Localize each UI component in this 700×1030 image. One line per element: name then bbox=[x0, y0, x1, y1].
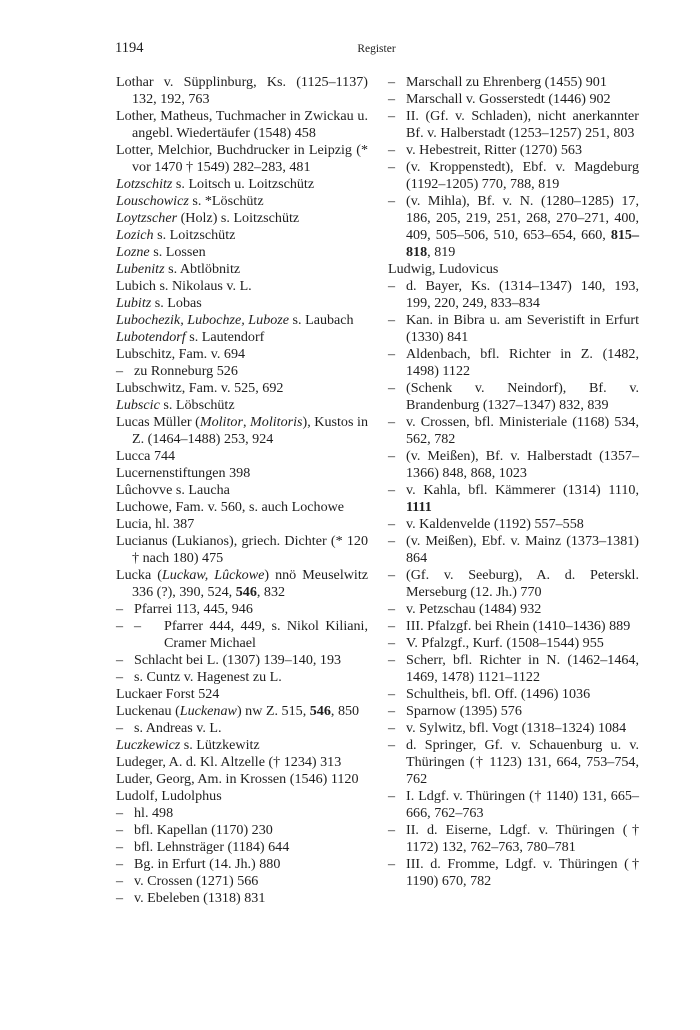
bold-page-ref: 815–818 bbox=[406, 227, 639, 260]
subentry-dash: – bbox=[116, 363, 124, 379]
index-entry bbox=[116, 346, 368, 363]
index-entry bbox=[116, 329, 368, 346]
index-entry bbox=[116, 380, 368, 397]
subentry-dash: – bbox=[388, 312, 396, 328]
entry-text: Lucca 744 bbox=[116, 448, 176, 464]
index-entry bbox=[116, 465, 368, 482]
subentry-dash: – bbox=[388, 567, 396, 583]
index-entry bbox=[116, 227, 368, 244]
entry-text: Luder, Georg, Am. in Krossen (1546) 1120 bbox=[116, 771, 359, 787]
entry-text: Luckenau ( bbox=[116, 703, 180, 719]
index-subentry bbox=[116, 669, 368, 686]
index-subentry bbox=[388, 278, 639, 312]
index-entry bbox=[116, 703, 368, 720]
index-subentry bbox=[388, 635, 639, 652]
subentry-dash: – bbox=[388, 516, 396, 532]
index-subentry bbox=[388, 108, 639, 142]
entry-text: Ludeger, A. d. Kl. Altzelle († 1234) 313 bbox=[116, 754, 342, 770]
entry-text: Scherr, bfl. Richter in N. (1462–1464, 1469, 1478) 1121–1122 bbox=[406, 652, 639, 685]
entry-text: Lucka ( bbox=[116, 567, 162, 583]
subentry-dash: – bbox=[116, 839, 124, 855]
index-entry bbox=[116, 754, 368, 771]
variant-name: Molitor bbox=[199, 414, 243, 430]
entry-text: s. Abtlöbnitz bbox=[164, 261, 241, 277]
subentry-dash: – bbox=[388, 278, 396, 294]
index-subentry bbox=[388, 652, 639, 686]
entry-text: (v. Mihla), Bf. v. N. (1280–1285) 17, 186, 205, 219, 251, 268, 270–271, 400, 409, 505–506, 510, 653–654, 660, bbox=[406, 193, 639, 243]
index-subentry bbox=[116, 839, 368, 856]
variant-name: Lubotendorf bbox=[116, 329, 186, 345]
subentry-dash: – bbox=[388, 601, 396, 617]
entry-text: s. Lützkewitz bbox=[180, 737, 260, 753]
index-entry bbox=[116, 516, 368, 533]
entry-text: , bbox=[242, 414, 251, 430]
entry-text: I. Ldgf. v. Thüringen († 1140) 131, 665–666, 762–763 bbox=[406, 788, 639, 821]
entry-text: (v. Meißen), Ebf. v. Mainz (1373–1381) 864 bbox=[406, 533, 639, 566]
index-entry bbox=[116, 414, 368, 448]
variant-name: Loytzscher bbox=[116, 210, 178, 226]
index-subentry bbox=[388, 737, 639, 788]
page-number: 1194 bbox=[115, 40, 144, 56]
entry-text: (v. Meißen), Bf. v. Halberstadt (1357–1366) 848, 868, 1023 bbox=[406, 448, 639, 481]
entry-text: v. Kaldenvelde (1192) 557–558 bbox=[406, 516, 584, 532]
index-subentry bbox=[116, 720, 368, 737]
entry-text: v. Hebestreit, Ritter (1270) 563 bbox=[406, 142, 582, 158]
index-subentry bbox=[388, 788, 639, 822]
index-entry bbox=[116, 533, 368, 567]
subentry-dash: – bbox=[388, 635, 396, 651]
subentry-dash: – bbox=[388, 652, 396, 668]
entry-text: Sparnow (1395) 576 bbox=[406, 703, 522, 719]
entry-text: (Schenk v. Neindorf), Bf. v. Brandenburg (1327–1347) 832, 839 bbox=[406, 380, 639, 413]
entry-text: Lotter, Melchior, Buchdrucker in Leipzig (* vor 1470 † 1549) 282–283, 481 bbox=[116, 142, 368, 175]
index-subentry bbox=[388, 74, 639, 91]
entry-text: II. d. Eiserne, Ldgf. v. Thüringen († 1172) 132, 762–763, 780–781 bbox=[406, 822, 639, 855]
index-entry bbox=[116, 686, 368, 703]
entry-text: s. Loitsch u. Loitzschütz bbox=[172, 176, 315, 192]
index-subentry bbox=[388, 516, 639, 533]
entry-text: s. Laubach bbox=[289, 312, 354, 328]
subentry-dash: – bbox=[388, 618, 396, 634]
index-subentry bbox=[116, 363, 368, 380]
entry-text: II. (Gf. v. Schladen), nicht anerkannter Bf. v. Halberstadt (1253–1257) 251, 803 bbox=[406, 108, 639, 141]
index-subentry bbox=[116, 822, 368, 839]
entry-text: , 850 bbox=[330, 703, 360, 719]
variant-name: Lubenitz bbox=[116, 261, 165, 277]
index-subentry bbox=[116, 805, 368, 822]
entry-text: , 832 bbox=[256, 584, 286, 600]
index-subentry bbox=[388, 618, 639, 635]
entry-text: Lubschwitz, Fam. v. 525, 692 bbox=[116, 380, 284, 396]
entry-text: Bg. in Erfurt (14. Jh.) 880 bbox=[134, 856, 281, 872]
entry-text: v. Kahla, bfl. Kämmerer (1314) 1110, bbox=[406, 482, 639, 498]
index-entry bbox=[116, 771, 368, 788]
subentry-dash: – bbox=[116, 822, 124, 838]
subentry-dash: – bbox=[388, 448, 396, 464]
index-entry bbox=[116, 397, 368, 414]
subentry-dash: – bbox=[116, 856, 124, 872]
index-entry bbox=[116, 108, 368, 142]
index-entry bbox=[116, 448, 368, 465]
entry-text: V. Pfalzgf., Kurf. (1508–1544) 955 bbox=[406, 635, 604, 651]
variant-name: Lotzschitz bbox=[116, 176, 173, 192]
entry-text: v. Petzschau (1484) 932 bbox=[406, 601, 542, 617]
entry-text: v. Sylwitz, bfl. Vogt (1318–1324) 1084 bbox=[406, 720, 627, 736]
entry-text: (Gf. v. Seeburg), A. d. Peterskl. Merseburg (12. Jh.) 770 bbox=[406, 567, 639, 600]
subentry-dash: – bbox=[116, 652, 124, 668]
subentry-dash: – bbox=[388, 91, 396, 107]
index-entry bbox=[116, 788, 368, 805]
entry-text: s. Lobas bbox=[151, 295, 202, 311]
index-entry bbox=[116, 482, 368, 499]
index-entry bbox=[116, 210, 368, 227]
entry-text: d. Springer, Gf. v. Schauenburg u. v. Thüringen († 1123) 131, 664, 753–754, 762 bbox=[406, 737, 639, 787]
entry-text: Pfarrei 113, 445, 946 bbox=[134, 601, 253, 617]
index-entry bbox=[116, 295, 368, 312]
index-subentry bbox=[388, 822, 639, 856]
entry-text: , 819 bbox=[427, 244, 456, 260]
index-subentry bbox=[116, 652, 368, 669]
index-subentry bbox=[388, 703, 639, 720]
index-entry bbox=[116, 74, 368, 108]
index-subentry bbox=[388, 159, 639, 193]
index-subentry bbox=[116, 890, 368, 907]
subentry-dash: – bbox=[116, 720, 124, 736]
entry-text: Lucianus (Lukianos), griech. Dichter (* 120 † nach 180) 475 bbox=[116, 533, 368, 566]
subentry-dash: – bbox=[116, 669, 124, 685]
page-header bbox=[115, 40, 638, 62]
entry-text: s. Lautendorf bbox=[185, 329, 265, 345]
index-subentry bbox=[388, 601, 639, 618]
entry-text: Kan. in Bibra u. am Severistift in Erfurt (1330) 841 bbox=[406, 312, 639, 345]
index-subentry bbox=[388, 533, 639, 567]
subentry-dash: – bbox=[388, 737, 396, 753]
subentry-dash: – bbox=[388, 686, 396, 702]
entry-text: bfl. Lehnsträger (1184) 644 bbox=[134, 839, 290, 855]
subentry-dash: – bbox=[388, 703, 396, 719]
subentry-dash: – bbox=[388, 788, 396, 804]
index-subentry bbox=[388, 720, 639, 737]
subentry-dash: – bbox=[388, 142, 396, 158]
entry-text: Lucas Müller ( bbox=[116, 414, 200, 430]
index-subentry bbox=[388, 312, 639, 346]
entry-text: Schlacht bei L. (1307) 139–140, 193 bbox=[134, 652, 342, 668]
index-entry bbox=[116, 737, 368, 754]
index-subentry bbox=[388, 448, 639, 482]
subentry-dash: – bbox=[116, 601, 124, 617]
entry-text: Lothar v. Süpplinburg, Ks. (1125–1137) 132, 192, 763 bbox=[116, 74, 368, 107]
subentry-dash: – bbox=[388, 533, 396, 549]
index-entry bbox=[116, 312, 368, 329]
index-subentry bbox=[116, 618, 368, 652]
entry-text: d. Bayer, Ks. (1314–1347) 140, 193, 199, 220, 249, 833–834 bbox=[406, 278, 639, 311]
variant-name: Lozne bbox=[116, 244, 150, 260]
entry-text: ), Kustos in Z. (1464–1488) 253, 924 bbox=[132, 414, 368, 447]
subentry-dash: – bbox=[388, 822, 396, 838]
entry-text: Ludwig, Ludovicus bbox=[388, 261, 499, 277]
variant-name: Lubochezik, Lubochze, Luboze bbox=[116, 312, 290, 328]
entry-text: v. Crossen, bfl. Ministeriale (1168) 534, 562, 782 bbox=[406, 414, 639, 447]
entry-text: v. Crossen (1271) 566 bbox=[134, 873, 259, 889]
entry-text: Lother, Matheus, Tuchmacher in Zwickau u. angebl. Wiedertäufer (1548) 458 bbox=[116, 108, 368, 141]
variant-name: Luckaw, Lûckowe bbox=[161, 567, 265, 583]
subentry-dash: – bbox=[388, 193, 396, 209]
running-head: Register bbox=[357, 43, 396, 55]
entry-text: Marschall zu Ehrenberg (1455) 901 bbox=[406, 74, 607, 90]
index-subentry bbox=[116, 856, 368, 873]
subentry-dash: – bbox=[388, 108, 396, 124]
index-entry bbox=[116, 193, 368, 210]
subentry-dash: – bbox=[116, 873, 124, 889]
variant-name: Lubscic bbox=[116, 397, 160, 413]
entry-text: s. Cuntz v. Hagenest zu L. bbox=[134, 669, 282, 685]
index-column-left bbox=[116, 74, 368, 907]
subentry-dash: – bbox=[388, 720, 396, 736]
entry-text: (v. Kroppenstedt), Ebf. v. Magdeburg (1192–1205) 770, 788, 819 bbox=[406, 159, 639, 192]
subentry-dash: – bbox=[388, 414, 396, 430]
entry-text: Schultheis, bfl. Off. (1496) 1036 bbox=[406, 686, 591, 702]
entry-text: (Holz) s. Loitzschütz bbox=[177, 210, 300, 226]
index-entry bbox=[116, 278, 368, 295]
index-subentry bbox=[116, 873, 368, 890]
entry-text: v. Ebeleben (1318) 831 bbox=[134, 890, 266, 906]
entry-text: s. Loitzschütz bbox=[153, 227, 236, 243]
index-column-right bbox=[388, 74, 639, 890]
index-subentry bbox=[116, 601, 368, 618]
variant-name: Molitoris bbox=[250, 414, 303, 430]
bold-page-ref: 546 bbox=[309, 703, 331, 719]
variant-name: Luckenaw bbox=[179, 703, 237, 719]
variant-name: Lubitz bbox=[116, 295, 152, 311]
entry-text: Lucia, hl. 387 bbox=[116, 516, 195, 532]
entry-text: Lubschitz, Fam. v. 694 bbox=[116, 346, 246, 362]
entry-text: Pfarrer 444, 449, s. Nikol Kiliani, Cramer Michael bbox=[164, 618, 368, 651]
bold-page-ref: 1111 bbox=[406, 499, 432, 515]
index-subentry bbox=[388, 91, 639, 108]
index-subentry bbox=[388, 414, 639, 448]
subentry-dash: – bbox=[134, 618, 142, 634]
index-entry bbox=[116, 176, 368, 193]
subentry-dash: – bbox=[116, 890, 124, 906]
subentry-dash: – bbox=[388, 856, 396, 872]
subentry-dash: – bbox=[388, 159, 396, 175]
index-entry bbox=[116, 261, 368, 278]
entry-text: III. d. Fromme, Ldgf. v. Thüringen († 1190) 670, 782 bbox=[406, 856, 639, 889]
entry-text: zu Ronneburg 526 bbox=[134, 363, 238, 379]
entry-text: Lubich s. Nikolaus v. L. bbox=[116, 278, 252, 294]
index-subentry bbox=[388, 686, 639, 703]
variant-name: Luczkewicz bbox=[116, 737, 181, 753]
variant-name: Louschowicz bbox=[116, 193, 189, 209]
entry-text: s. *Löschütz bbox=[188, 193, 264, 209]
index-subentry bbox=[388, 193, 639, 261]
subentry-dash: – bbox=[116, 618, 124, 634]
entry-text: Ludolf, Ludolphus bbox=[116, 788, 222, 804]
entry-text: s. Andreas v. L. bbox=[134, 720, 222, 736]
variant-name: Lozich bbox=[116, 227, 154, 243]
entry-text: s. Lossen bbox=[149, 244, 206, 260]
entry-text: Lucernenstiftungen 398 bbox=[116, 465, 251, 481]
index-subentry bbox=[388, 346, 639, 380]
subentry-dash: – bbox=[116, 805, 124, 821]
subentry-dash: – bbox=[388, 346, 396, 362]
index-entry bbox=[116, 499, 368, 516]
index-entry bbox=[388, 261, 639, 278]
subentry-dash: – bbox=[388, 380, 396, 396]
subentry-dash: – bbox=[388, 74, 396, 90]
index-subentry bbox=[388, 567, 639, 601]
index-subentry bbox=[388, 380, 639, 414]
index-subentry bbox=[388, 856, 639, 890]
entry-text: III. Pfalzgf. bei Rhein (1410–1436) 889 bbox=[406, 618, 631, 634]
index-entry bbox=[116, 244, 368, 261]
index-subentry bbox=[388, 482, 639, 516]
entry-text: hl. 498 bbox=[134, 805, 174, 821]
entry-text: ) nw Z. 515, bbox=[236, 703, 310, 719]
entry-text: bfl. Kapellan (1170) 230 bbox=[134, 822, 273, 838]
entry-text: Lûchovve s. Laucha bbox=[116, 482, 230, 498]
bold-page-ref: 546 bbox=[235, 584, 257, 600]
index-subentry bbox=[388, 142, 639, 159]
entry-text: s. Löbschütz bbox=[159, 397, 235, 413]
entry-text: Luchowe, Fam. v. 560, s. auch Lochowe bbox=[116, 499, 345, 515]
index-entry bbox=[116, 567, 368, 601]
entry-text: Marschall v. Gosserstedt (1446) 902 bbox=[406, 91, 611, 107]
entry-text: ) nnö Meuselwitz 336 (?), 390, 524, bbox=[132, 567, 368, 600]
subentry-dash: – bbox=[388, 482, 396, 498]
index-entry bbox=[116, 142, 368, 176]
entry-text: Aldenbach, bfl. Richter in Z. (1482, 1498) 1122 bbox=[406, 346, 639, 379]
entry-text: Luckaer Forst 524 bbox=[116, 686, 220, 702]
